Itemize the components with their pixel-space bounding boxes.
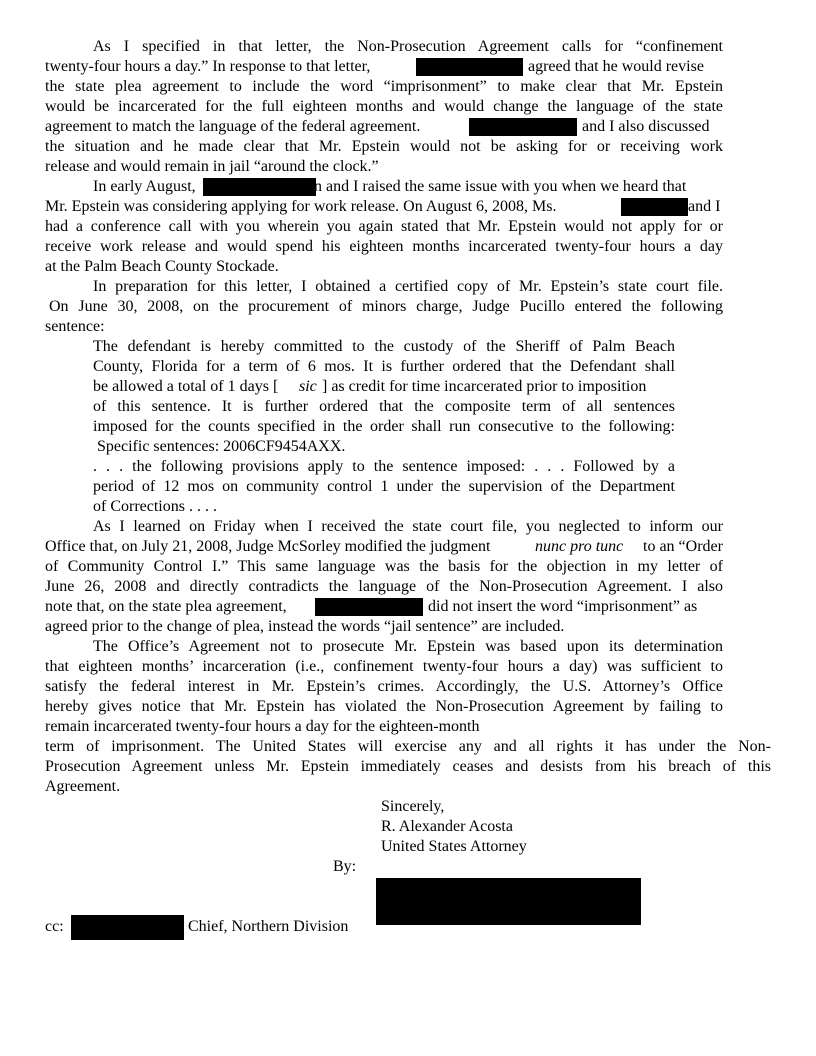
p2-line1b: n and I raised the same issue with you when we heard that	[314, 178, 687, 195]
p4-line6: agreed prior to the change of plea, instead the words “jail sentence” are included.	[45, 618, 565, 635]
quote-line2: County, Florida for a term of 6 mos. It is further ordered that the Defendant shall	[93, 358, 675, 375]
redaction-block	[621, 198, 688, 216]
quote-line6: Specific sentences: 2006CF9454AXX.	[97, 438, 346, 455]
quote-line8: period of 12 mos on community control 1 under the supervision of the Department	[93, 478, 675, 495]
p4-line2b: to an “Order	[643, 538, 723, 555]
redaction-block	[469, 118, 577, 136]
p5-line3: satisfy the federal interest in Mr. Epstein’s crimes. Accordingly, the U.S. Attorney’s Office	[45, 678, 723, 695]
by-label: By:	[333, 858, 357, 875]
p5-line8: Agreement.	[45, 778, 121, 795]
p1-line4: would be incarcerated for the full eighteen months and would change the language of the state	[45, 98, 723, 115]
p4-line2-italic: nunc pro tunc	[535, 538, 624, 555]
p1-line7: release and would remain in jail “around the clock.”	[45, 158, 379, 175]
signer-title: United States Attorney	[381, 838, 527, 855]
quote-line3-sic: sic	[299, 378, 317, 395]
p5-line2: that eighteen months’ incarceration (i.e., confinement twenty-four hours a day) was sufficient to	[45, 658, 723, 675]
p4-line4: June 26, 2008 and directly contradicts the language of the Non-Prosecution Agreement. I also	[45, 578, 723, 595]
cc-title: Chief, Northern Division	[188, 918, 349, 935]
p5-line5: remain incarcerated twenty-four hours a day for the eighteen-month	[45, 718, 480, 735]
p3-line2: On June 30, 2008, on the procurement of minors charge, Judge Pucillo entered the following	[49, 298, 723, 315]
closing: Sincerely,	[381, 798, 445, 815]
quote-line7: . . . the following provisions apply to the sentence imposed: . . . Followed by a	[93, 458, 675, 475]
cc-label: cc:	[45, 918, 64, 935]
quote-line9: of Corrections . . . .	[93, 498, 217, 515]
redaction-block	[315, 598, 423, 616]
p1-line6: the situation and he made clear that Mr. Epstein would not be asking for or receiving work	[45, 138, 723, 155]
p4-line5b: did not insert the word “imprisonment” as	[428, 598, 698, 615]
p5-line7: Prosecution Agreement unless Mr. Epstein immediately ceases and desists from his breach of this	[45, 758, 771, 775]
p4-line2a: Office that, on July 21, 2008, Judge McSorley modified the judgment	[45, 538, 491, 555]
p2-line2b: and I	[688, 198, 721, 215]
p4-line5a: note that, on the state plea agreement,	[45, 598, 287, 615]
quote-line3a: be allowed a total of 1 days [	[93, 378, 279, 395]
p3-line1: In preparation for this letter, I obtained a certified copy of Mr. Epstein’s state court file.	[93, 278, 723, 295]
p2-line2a: Mr. Epstein was considering applying for work release. On August 6, 2008, Ms.	[45, 198, 557, 215]
p1-line3: the state plea agreement to include the word “imprisonment” to make clear that Mr. Epstein	[45, 78, 723, 95]
redaction-block	[203, 178, 316, 196]
quote-line5: imposed for the counts specified in the order shall run consecutive to the following:	[93, 418, 675, 435]
p1-line2b: agreed that he would revise	[528, 58, 704, 75]
p1-line2a: twenty-four hours a day.” In response to that letter,	[45, 58, 371, 75]
p1-line5b: and I also discussed	[582, 118, 710, 135]
p4-line1: As I learned on Friday when I received the state court file, you neglected to inform our	[93, 518, 723, 535]
p3-line3: sentence:	[45, 318, 105, 335]
p5-line6: term of imprisonment. The United States will exercise any and all rights it has under the Non-	[45, 738, 771, 755]
p2-line4: receive work release and would spend his eighteen months incarcerated twenty-four hours a day	[45, 238, 723, 255]
p2-line3: had a conference call with you wherein you again stated that Mr. Epstein would not apply for or	[45, 218, 723, 235]
signer-name: R. Alexander Acosta	[381, 818, 513, 835]
p2-line5: at the Palm Beach County Stockade.	[45, 258, 279, 275]
p1-line1: As I specified in that letter, the Non-Prosecution Agreement calls for “confinement	[93, 38, 723, 55]
quote-line4: of this sentence. It is further ordered that the composite term of all sentences	[93, 398, 675, 415]
p5-line1: The Office’s Agreement not to prosecute Mr. Epstein was based upon its determination	[93, 638, 723, 655]
p4-line3: of Community Control I.” This same language was the basis for the objection in my letter of	[45, 558, 723, 575]
quote-line3b: ] as credit for time incarcerated prior to imposition	[322, 378, 647, 395]
p2-line1a: In early August,	[93, 178, 196, 195]
p5-line4: hereby gives notice that Mr. Epstein has violated the Non-Prosecution Agreement by failing to	[45, 698, 723, 715]
quote-line1: The defendant is hereby committed to the custody of the Sheriff of Palm Beach	[93, 338, 675, 355]
p1-line5a: agreement to match the language of the federal agreement.	[45, 118, 421, 135]
redaction-block	[71, 915, 184, 940]
signature-redaction	[376, 878, 641, 925]
redaction-block	[416, 58, 523, 76]
